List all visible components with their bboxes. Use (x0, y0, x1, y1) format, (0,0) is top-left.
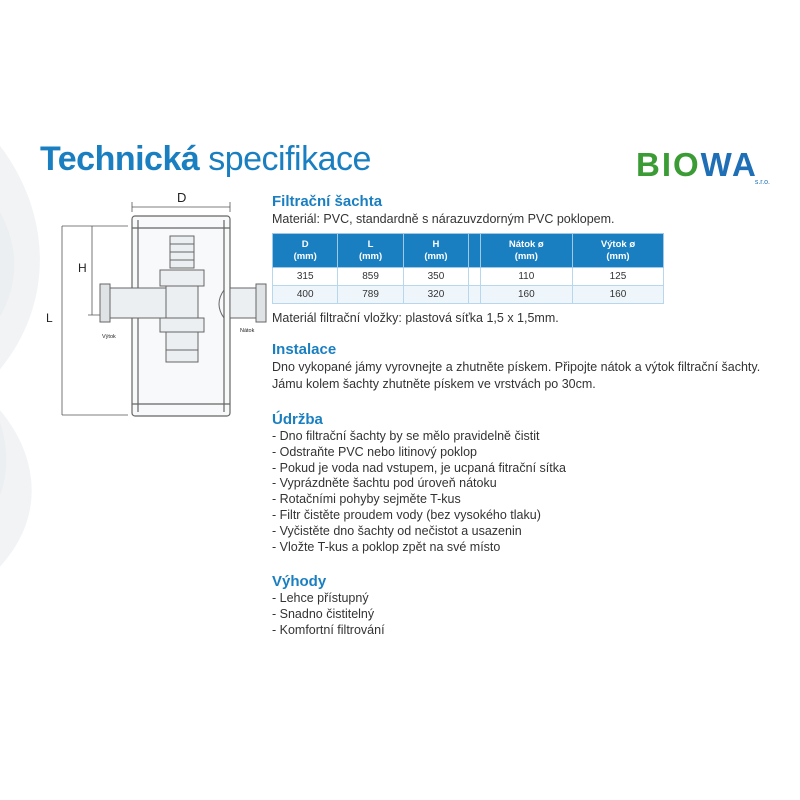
th-d: D (mm) (273, 234, 338, 268)
list-item: - Lehce přístupný (272, 591, 369, 606)
list-item: - Pokud je voda nad vstupem, je ucpaná fitrační sítka (272, 460, 566, 475)
logo-text-green: BIO (636, 146, 701, 183)
page-title (40, 140, 371, 179)
label-inlet: Nátok (240, 328, 255, 334)
spec-table (272, 233, 664, 304)
logo-suffix: s.r.o. (754, 179, 770, 186)
list-item: - Snadno čistitelný (272, 607, 375, 622)
title-bold: Technická (40, 140, 200, 178)
table-header-row (273, 234, 664, 268)
heading-shaft: Filtrační šachta (272, 193, 383, 210)
th-outlet: Výtok ø (mm) (572, 234, 663, 268)
maintenance-list (272, 429, 772, 555)
spec-content (272, 193, 772, 639)
list-item: - Vyprázdněte šachtu pod úroveň nátoku (272, 476, 497, 491)
list-item: - Odstraňte PVC nebo litinový poklop (272, 444, 477, 459)
outlet-pipe (100, 284, 166, 322)
benefits-list (272, 591, 772, 638)
table-row: 400 789 320 160 160 (273, 286, 664, 304)
list-item: - Vyčistěte dno šachty od nečistot a usazenin (272, 523, 522, 538)
list-item: - Filtr čistěte proudem vody (bez vysokého tlaku) (272, 507, 541, 522)
list-item: - Dno filtrační šachty by se mělo pravidelně čistit (272, 429, 540, 443)
logo-text-blue: WA (700, 146, 758, 183)
th-l: L (mm) (338, 234, 403, 268)
label-outlet: Výtok (102, 334, 116, 340)
th-empty (469, 234, 481, 268)
install-text: Dno vykopané jámy vyrovnejte a zhutněte pískem. Připojte nátok a výtok filtrační šachty. Jámu kolem šachty zhutněte pískem ve vrstvách po 30cm. (272, 360, 761, 391)
label-h: H (78, 261, 87, 275)
heading-install: Instalace (272, 341, 337, 358)
heading-benefits: Výhody (272, 573, 327, 591)
th-inlet: Nátok ø (mm) (480, 234, 572, 268)
filter-material-text: Materiál filtrační vložky: plastová síťka 1,5 x 1,5mm. (272, 311, 559, 325)
table-row: 315 859 350 110 125 (273, 268, 664, 286)
th-h: H (mm) (403, 234, 468, 268)
label-d: D (177, 190, 187, 205)
label-l: L (46, 311, 53, 325)
list-item: - Vložte T-kus a poklop zpět na své místo (272, 539, 501, 554)
shaft-technical-drawing (40, 190, 270, 440)
list-item: - Komfortní filtrování (272, 622, 385, 637)
list-item: - Rotačními pohyby sejměte T-kus (272, 492, 461, 507)
title-light: specifikace (208, 140, 371, 178)
heading-maintenance: Údržba (272, 411, 323, 428)
biowa-logo (636, 146, 772, 190)
material-text: Materiál: PVC, standardně s nárazuvzdorným PVC poklopem. (272, 212, 615, 226)
